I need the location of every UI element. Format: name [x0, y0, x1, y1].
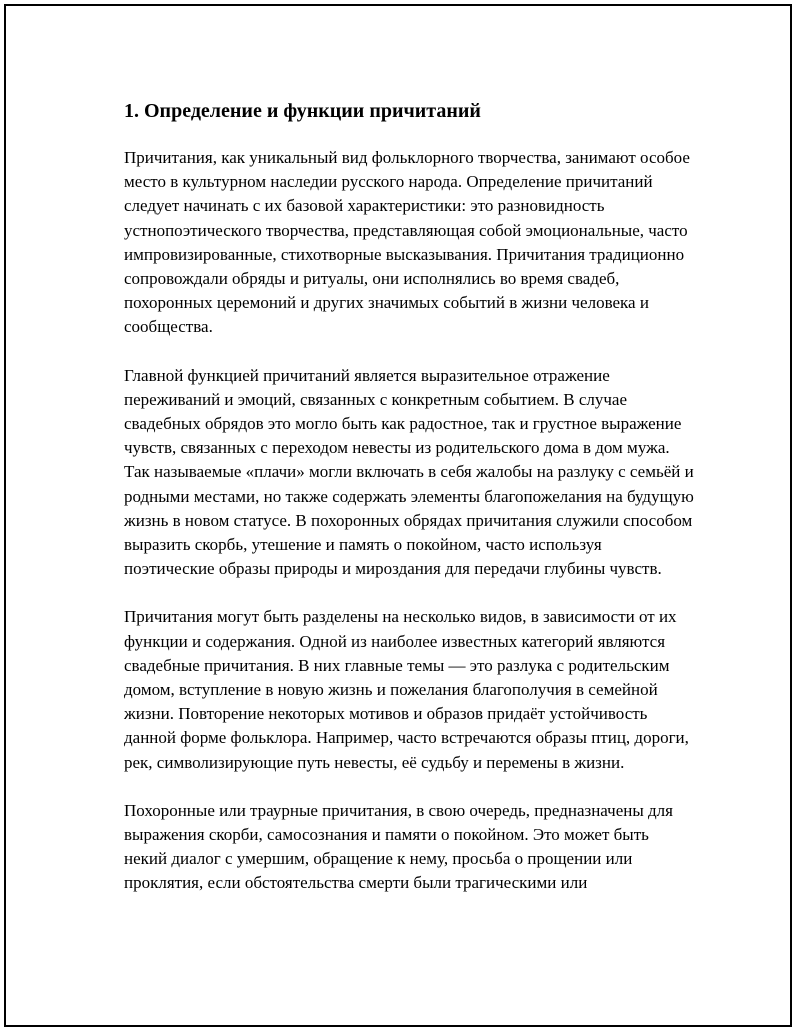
- document-body: [124, 98, 694, 920]
- page-frame: [4, 4, 792, 1027]
- paragraph-funeral: Похоронные или траурные причитания, в свою очередь, предназначены для выражения скорби, самосознания и памяти о покойном. Это может быть некий диалог с умершим, обращение к нему, просьба о прощении или проклятия, если обстоятельства смерти были трагическими или: [124, 800, 673, 893]
- paragraph-types: Причитания могут быть разделены на несколько видов, в зависимости от их функции и содержания. Одной из наиболее известных категорий являются свадебные причитания. В них главные темы — это разлука с родительским домом, вступление в новую жизнь и пожелания благополучия в семейной жизни. Повторение некоторых мотивов и образов придаёт устойчивость данной форме фольклора. Например, часто встречаются образы птиц, дороги, рек, символизирующие путь невесты, её судьбу и перемены в жизни.: [124, 607, 689, 772]
- section-heading: 1. Определение и функции причитаний: [124, 100, 481, 122]
- paragraph-definition: Причитания, как уникальный вид фольклорного творчества, занимают особое место в культурном наследии русского народа. Определение причитаний следует начинать с их базовой характеристики: это разновидность устнопоэтического творчества, представляющая собой эмоциональные, часто импровизированные, стихотворные высказывания. Причитания традиционно сопровождали обряды и ритуалы, они исполнялись во время свадеб, похоронных церемоний и других значимых событий в жизни человека и сообщества.: [124, 148, 690, 337]
- paragraph-main-function: Главной функцией причитаний является выразительное отражение переживаний и эмоций, связанных с конкретным событием. В случае свадебных обрядов это могло быть как радостное, так и грустное выражение чувств, связанных с переходом невесты из родительского дома в дом мужа. Так называемые «плачи» могли включать в себя жалобы на разлуку с семьёй и родными местами, но также содержать элементы благопожелания на будущую жизнь в новом статусе. В похоронных обрядах причитания служили способом выразить скорбь, утешение и память о покойном, часто используя поэтические образы природы и мироздания для передачи глубины чувств.: [124, 365, 694, 579]
